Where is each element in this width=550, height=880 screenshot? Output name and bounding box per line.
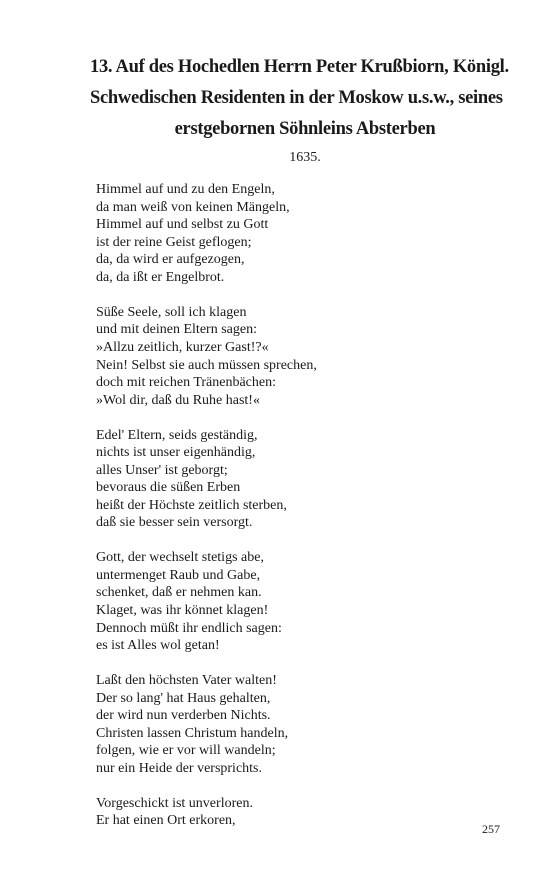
verse-line: Süße Seele, soll ich klagen [96, 304, 247, 320]
verse-line: Himmel auf und selbst zu Gott [96, 217, 269, 233]
verse-line: Edel' Eltern, seids geständig, [96, 427, 258, 443]
verse-line: alles Unser' ist geborgt; [96, 462, 228, 478]
poem-title-line-3: erstgebornen Söhnleins Absterben [174, 119, 436, 139]
stanza [96, 427, 516, 533]
verse-line: daß sie besser sein versorgt. [96, 515, 253, 531]
verse-line: »Wol dir, daß du Ruhe hast!« [96, 392, 260, 408]
verse-line: Christen lassen Christum handeln, [96, 725, 289, 741]
stanza [96, 304, 516, 410]
verse-line: Gott, der wechselt stetigs abe, [96, 550, 264, 566]
verse-line: Der so lang' hat Haus gehalten, [96, 690, 271, 706]
verse-line: bevoraus die süßen Erben [96, 480, 241, 496]
verse-line: Laßt den höchsten Vater walten! [96, 673, 277, 688]
poem-body [96, 181, 516, 847]
verse-line: es ist Alles wol getan! [96, 638, 220, 654]
verse-line: »Allzu zeitlich, kurzer Gast!?« [96, 339, 269, 355]
verse-line: Er hat einen Ort erkoren, [96, 813, 236, 829]
poem-title-line-2: Schwedischen Residenten in der Moskow u.s.w., seines [90, 88, 503, 108]
poem-year: 1635. [289, 150, 321, 165]
verse-line: nur ein Heide der versprichts. [96, 760, 262, 776]
stanza [96, 672, 516, 778]
verse-line: ist der reine Geist geflogen; [96, 234, 252, 250]
verse-line: Nein! Selbst sie auch müssen sprechen, [96, 357, 317, 373]
page-number: 257 [482, 822, 500, 836]
verse-line: da, da wird er aufgezogen, [96, 252, 245, 268]
verse-line: da, da ißt er Engelbrot. [96, 269, 225, 285]
verse-line: folgen, wie er vor will wandeln; [96, 743, 276, 759]
verse-line: heißt der Höchste zeitlich sterben, [96, 497, 287, 513]
verse-line: und mit deinen Eltern sagen: [96, 322, 257, 338]
stanza [96, 549, 516, 655]
verse-line: der wird nun verderben Nichts. [96, 708, 271, 724]
verse-line: Vorgeschickt ist unverloren. [96, 795, 253, 811]
verse-line: nichts ist unser eigenhändig, [96, 445, 256, 461]
verse-line: Himmel auf und zu den Engeln, [96, 182, 275, 197]
verse-line: schenket, daß er nehmen kan. [96, 585, 262, 601]
verse-line: da man weiß von keinen Mängeln, [96, 199, 290, 215]
verse-line: Klaget, was ihr könnet klagen! [96, 603, 269, 619]
verse-line: Dennoch müßt ihr endlich sagen: [96, 620, 282, 636]
verse-line: doch mit reichen Tränenbächen: [96, 375, 277, 391]
stanza [96, 795, 516, 830]
stanza [96, 181, 516, 287]
verse-line: untermenget Raub und Gabe, [96, 567, 261, 583]
poem-title-line-1: 13. Auf des Hochedlen Herrn Peter Krußbiorn, Königl. [90, 57, 509, 77]
poem-title [90, 52, 520, 145]
